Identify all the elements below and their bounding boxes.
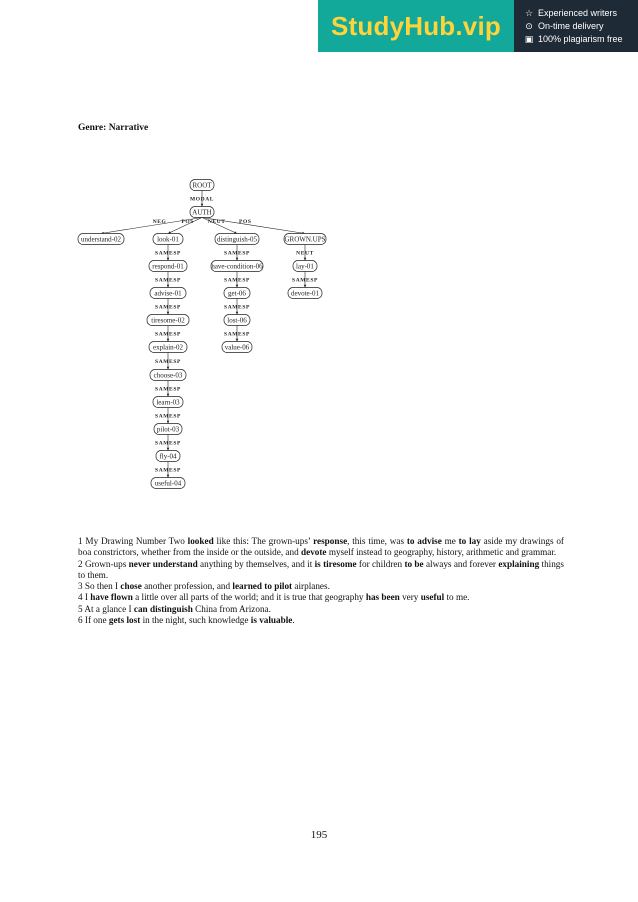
graph-node-label: respond-01 bbox=[152, 262, 184, 271]
feature-text: Experienced writers bbox=[538, 7, 618, 18]
highlighted-phrase: is valuable bbox=[250, 615, 293, 626]
highlighted-phrase: have flown bbox=[90, 592, 133, 603]
highlighted-phrase: to advise bbox=[406, 536, 442, 546]
graph-node-label: devote-01 bbox=[291, 289, 319, 298]
edge-label: SAMESP bbox=[155, 359, 181, 365]
highlighted-phrase: is tiresome bbox=[314, 558, 357, 569]
edge-arrowhead bbox=[236, 258, 239, 261]
highlighted-phrase: has been bbox=[365, 592, 400, 603]
graph-node-label: look-01 bbox=[157, 235, 179, 244]
edge-label: POS bbox=[239, 219, 252, 226]
graph-node-label: AUTH bbox=[192, 208, 212, 217]
edge-arrowhead bbox=[167, 258, 170, 261]
sentence-text: me bbox=[441, 536, 459, 546]
edge-label: SAMESP bbox=[155, 467, 181, 474]
edge-arrowhead bbox=[167, 475, 170, 478]
edge-arrowhead bbox=[236, 312, 239, 315]
sentence-text: 6 If one bbox=[78, 615, 109, 626]
graph-node-label: explain-02 bbox=[153, 343, 183, 352]
edge-label: SAMESP bbox=[155, 277, 181, 284]
edge-label: SAMESP bbox=[224, 250, 250, 257]
sentence-text: very bbox=[399, 592, 421, 603]
sentence-text: . bbox=[292, 615, 295, 626]
edge-label: SAMESP bbox=[224, 304, 250, 311]
clock-icon: ⊙ bbox=[525, 20, 533, 31]
edge-label: MODAL bbox=[189, 196, 215, 203]
highlighted-phrase: learned to pilot bbox=[232, 581, 293, 592]
sentence-text: airplanes. bbox=[292, 581, 330, 592]
edge-label: SAMESP bbox=[155, 250, 181, 257]
edge-label: SAMESP bbox=[155, 413, 181, 420]
sentence-text: to me. bbox=[444, 592, 470, 603]
graph-node-label: choose-03 bbox=[153, 371, 183, 380]
highlighted-phrase: response bbox=[313, 536, 348, 546]
edge-arrowhead bbox=[167, 285, 170, 288]
highlighted-phrase: to lay bbox=[458, 536, 481, 546]
edge-label: SAMESP bbox=[224, 331, 250, 338]
graph-node-label: fly-04 bbox=[159, 452, 177, 461]
highlighted-phrase: never understand bbox=[128, 558, 198, 569]
graph-node-label: understand-02 bbox=[80, 235, 122, 244]
edge-label: NEG bbox=[152, 219, 167, 226]
edge-arrowhead bbox=[167, 339, 170, 342]
feature-text: 100% plagiarism free bbox=[538, 33, 623, 44]
sentence-text: myself instead to geography, history, arithmetic and grammar. bbox=[326, 547, 557, 558]
graph-node-label: GROWN.UPS bbox=[284, 235, 326, 244]
sentence-text: 2 Grown-ups bbox=[78, 558, 129, 569]
sentence-text: things to them. bbox=[78, 558, 564, 580]
edge-arrowhead bbox=[201, 204, 204, 207]
edge-label: SAMESP bbox=[224, 277, 250, 284]
star-icon: ☆ bbox=[524, 7, 534, 18]
edge-label: SAMESP bbox=[155, 331, 181, 338]
sentence-text: 4 I bbox=[78, 592, 91, 603]
edge-arrowhead bbox=[167, 448, 170, 451]
sentence-paragraph bbox=[78, 604, 564, 615]
graph-node-label: tiresome-02 bbox=[151, 316, 185, 325]
sentence-paragraph bbox=[78, 559, 564, 582]
sentence-text: China from Arizona. bbox=[192, 603, 271, 614]
edge-arrowhead bbox=[304, 285, 307, 288]
graph-node-label: have-condition-06 bbox=[211, 262, 263, 271]
edge-label: NEUT bbox=[296, 250, 314, 257]
graph-node-label: useful-04 bbox=[154, 479, 182, 488]
highlighted-phrase: looked bbox=[187, 536, 214, 546]
graph-node-label: get-06 bbox=[228, 289, 246, 298]
brand-logo[interactable]: StudyHub.vip bbox=[318, 0, 514, 52]
graph-node-label: lost-06 bbox=[227, 316, 247, 325]
graph-edge bbox=[202, 218, 305, 234]
sentence-text: 3 So then I bbox=[78, 581, 121, 592]
edge-arrowhead bbox=[167, 312, 170, 315]
edge-arrowhead bbox=[236, 285, 239, 288]
graph-node-label: lay-01 bbox=[296, 262, 314, 271]
highlighted-phrase: to be bbox=[404, 558, 424, 569]
sentence-text: anything by themselves, and it bbox=[197, 558, 315, 569]
sentence-text: always and forever bbox=[423, 558, 499, 569]
genre-heading: Genre: Narrative bbox=[78, 123, 149, 133]
edge-label: SAMESP bbox=[155, 440, 181, 447]
sentence-text: , this time, was bbox=[347, 536, 407, 546]
narrative-text bbox=[78, 536, 564, 626]
edge-arrowhead bbox=[167, 367, 170, 370]
document-icon: ▣ bbox=[524, 33, 534, 44]
highlighted-phrase: gets lost bbox=[108, 615, 141, 626]
page-number: 195 bbox=[310, 829, 328, 841]
highlighted-phrase: chose bbox=[120, 581, 142, 592]
edge-arrowhead bbox=[236, 339, 239, 342]
edge-label: NEUT bbox=[207, 219, 226, 226]
feature-text: On-time delivery bbox=[538, 20, 604, 31]
graph-node-label: distinguish-05 bbox=[216, 235, 258, 244]
highlighted-phrase: devote bbox=[301, 547, 327, 558]
sentence-text: a little over all parts of the world; and it is true that geography bbox=[132, 592, 366, 603]
highlighted-phrase: useful bbox=[420, 592, 445, 603]
edge-label: POS bbox=[181, 219, 194, 226]
highlighted-phrase: can distinguish bbox=[133, 603, 193, 614]
graph-node-label: advise-01 bbox=[154, 289, 182, 298]
edge-arrowhead bbox=[304, 258, 307, 261]
sentence-paragraph bbox=[78, 592, 564, 603]
sentence-text: 5 At a glance I bbox=[78, 603, 134, 614]
graph-node-label: learn-03 bbox=[156, 398, 180, 407]
sentence-paragraph bbox=[78, 536, 564, 559]
edge-label: SAMESP bbox=[292, 277, 318, 284]
sentence-paragraph bbox=[78, 615, 564, 626]
edge-arrowhead bbox=[167, 394, 170, 397]
graph-node-label: ROOT bbox=[192, 181, 212, 190]
sentence-text: 1 My Drawing Number Two bbox=[78, 536, 188, 546]
sentence-text: in the night, such knowledge bbox=[140, 615, 251, 626]
graph-node-label: value-06 bbox=[224, 343, 250, 352]
graph-node-label: pilot-03 bbox=[156, 425, 180, 434]
sentence-text: for children bbox=[356, 558, 405, 569]
sentence-paragraph bbox=[78, 581, 564, 592]
edge-label: SAMESP bbox=[155, 304, 181, 311]
sentence-text: another profession, and bbox=[141, 581, 233, 592]
highlighted-phrase: explaining bbox=[498, 558, 540, 569]
edge-label: SAMESP bbox=[155, 386, 181, 393]
sentence-text: aside my drawings of boa constrictors, whether from the inside or the outside, and bbox=[78, 536, 564, 558]
sentence-text: like this: The grown-ups’ bbox=[213, 536, 314, 546]
edge-arrowhead bbox=[167, 421, 170, 424]
